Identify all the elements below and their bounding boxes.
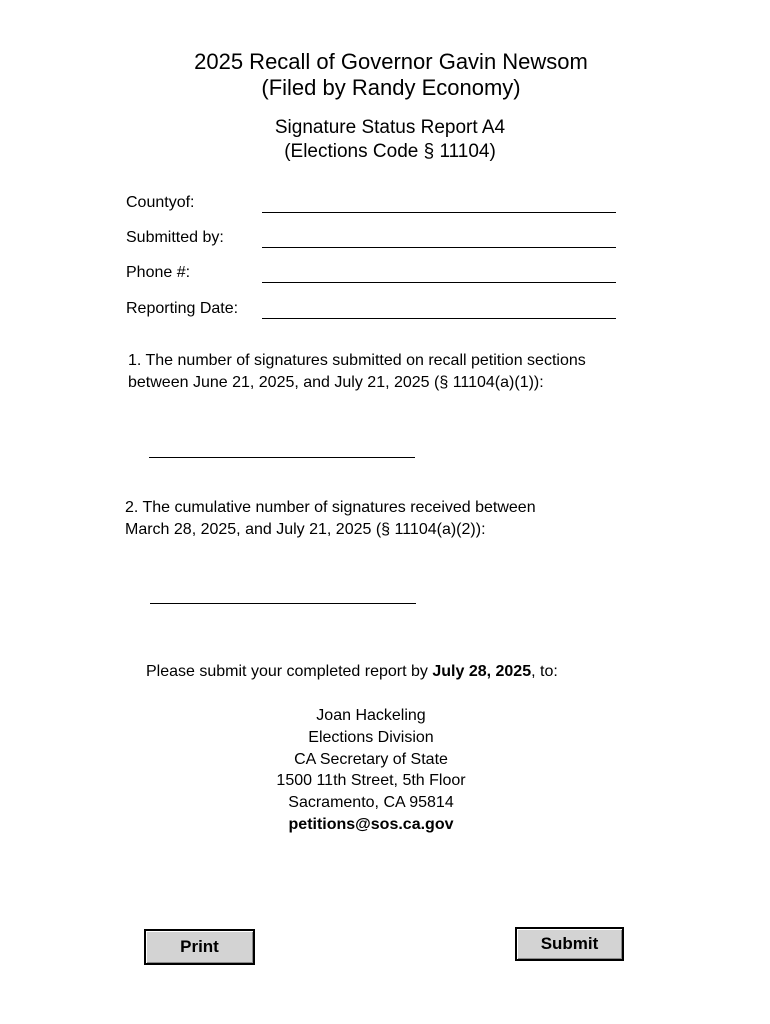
recipient-email: petitions@sos.ca.gov bbox=[288, 816, 454, 833]
recipient-street: 1500 11th Street, 5th Floor bbox=[276, 772, 466, 789]
report-subtitle-line2: (Elections Code § 11104) bbox=[284, 141, 496, 162]
submit-button-label: Submit bbox=[540, 934, 599, 953]
print-button-label: Print bbox=[180, 937, 219, 956]
submitted-by-field[interactable] bbox=[262, 227, 616, 248]
question2-line1: 2. The cumulative number of signatures received between bbox=[125, 499, 536, 516]
recipient-city: Sacramento, CA 95814 bbox=[288, 794, 454, 811]
submitted-by-label: Submitted by: bbox=[126, 229, 224, 246]
print-button[interactable] bbox=[144, 929, 255, 965]
instructions-suffix: , to: bbox=[531, 663, 558, 680]
question1-answer-field[interactable] bbox=[149, 437, 415, 458]
county-label: Countyof: bbox=[126, 194, 195, 211]
recipient-office: CA Secretary of State bbox=[294, 751, 448, 768]
recipient-division: Elections Division bbox=[308, 729, 434, 746]
phone-field[interactable] bbox=[262, 262, 616, 283]
instructions-prefix: Please submit your completed report by bbox=[146, 663, 433, 680]
submission-instructions bbox=[146, 661, 558, 683]
reporting-date-label: Reporting Date: bbox=[126, 300, 239, 317]
submit-button[interactable] bbox=[515, 927, 624, 961]
deadline-date: July 28, 2025 bbox=[432, 663, 532, 680]
phone-label: Phone #: bbox=[126, 264, 191, 281]
question2-line2: March 28, 2025, and July 21, 2025 (§ 11104(a)(2)): bbox=[125, 521, 486, 538]
recipient-name: Joan Hackeling bbox=[316, 707, 426, 724]
report-subtitle-line1: Signature Status Report A4 bbox=[274, 117, 506, 138]
question1-line1: 1. The number of signatures submitted on recall petition sections bbox=[128, 352, 586, 369]
county-field[interactable] bbox=[262, 192, 616, 213]
form-title-line1: 2025 Recall of Governor Gavin Newsom bbox=[194, 49, 588, 74]
form-title-line2: (Filed by Randy Economy) bbox=[261, 75, 521, 100]
question2-answer-field[interactable] bbox=[150, 583, 416, 604]
reporting-date-field[interactable] bbox=[262, 298, 616, 319]
question1-line2: between June 21, 2025, and July 21, 2025 (§ 11104(a)(1)): bbox=[128, 374, 544, 391]
